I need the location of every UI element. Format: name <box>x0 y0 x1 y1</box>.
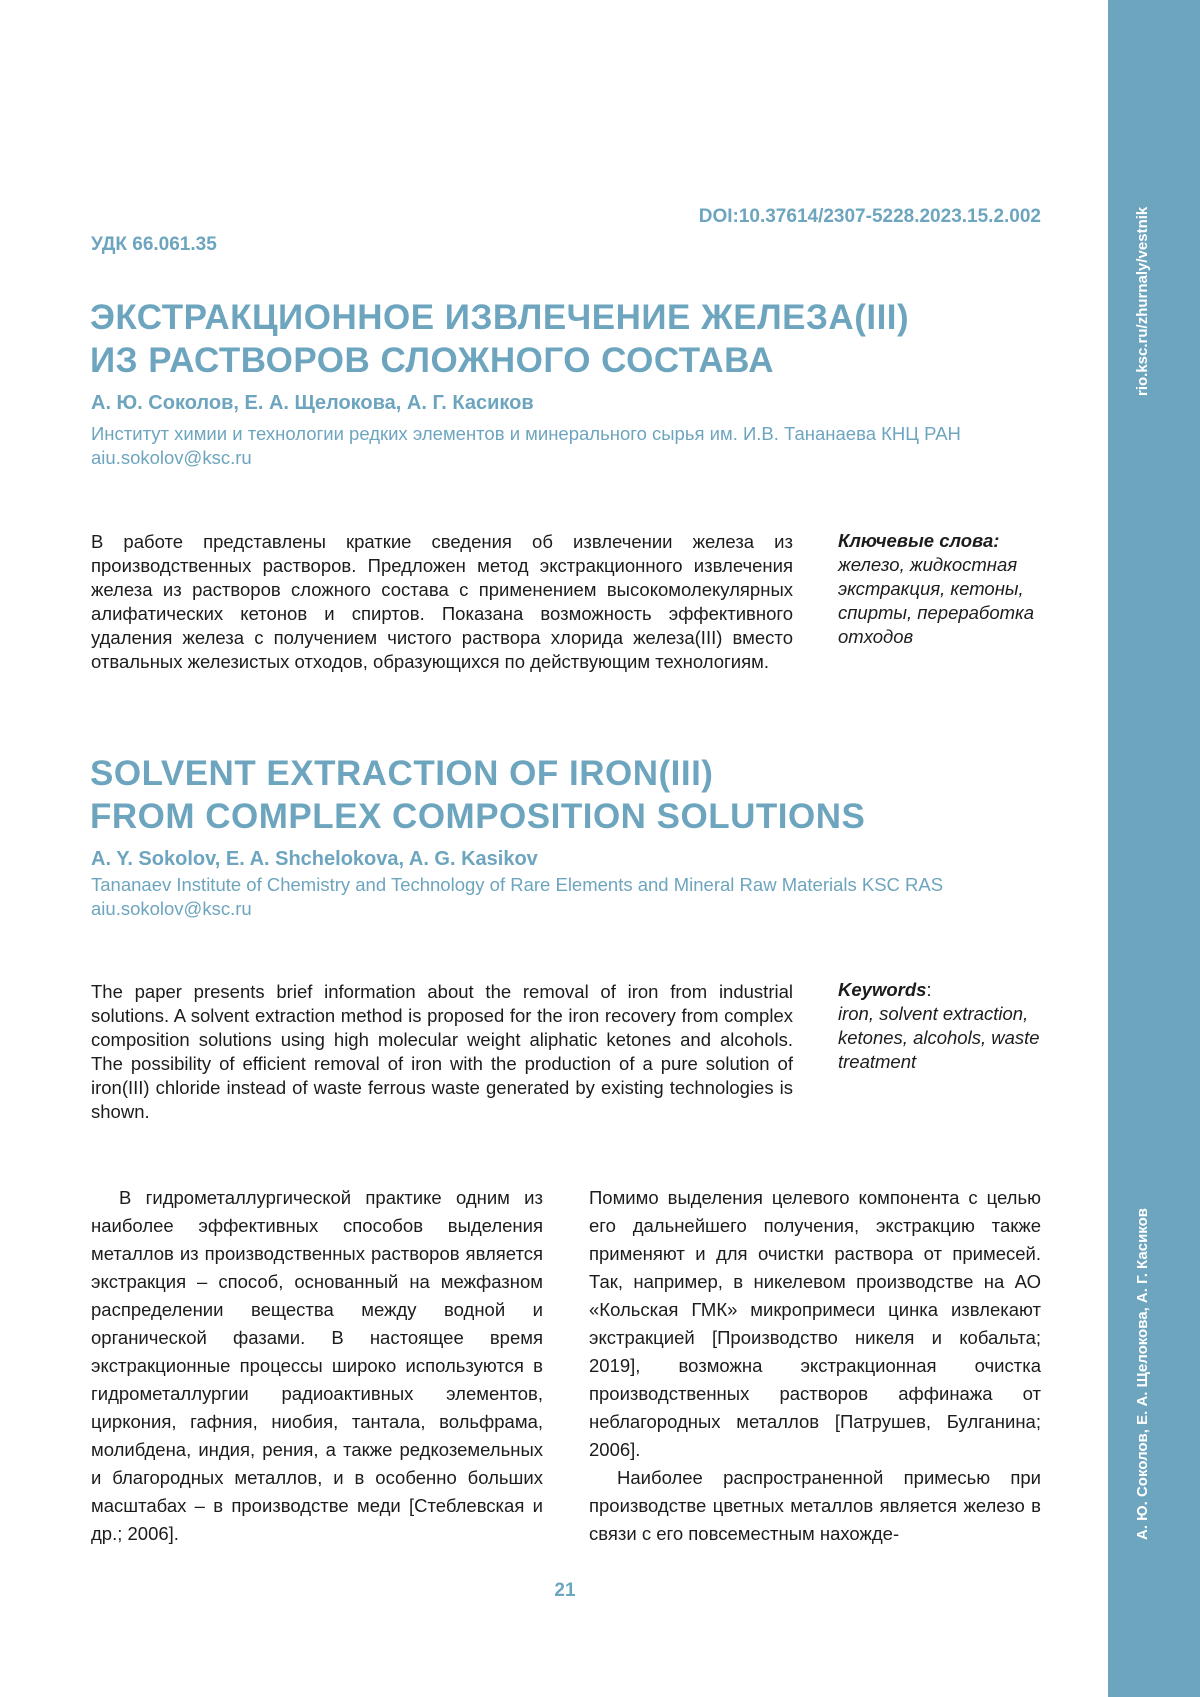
title-russian <box>90 296 1030 382</box>
abstract-english: The paper presents brief information about the removal of iron from industrial solutions. A solvent extraction method is proposed for the iron recovery from complex composition solutions using high molecular weight aliphatic ketones and alcohols. The possibility of efficient removal of iron with the production of a pure solution of iron(III) chloride instead of waste ferrous waste generated by existing technologies is shown. <box>91 981 793 1122</box>
doi-link[interactable]: DOI:10.37614/2307-5228.2023.15.2.002 <box>698 206 1041 227</box>
title-english-line1: SOLVENT EXTRACTION OF IRON(III) <box>90 754 714 793</box>
body-paragraph: Наиболее распространенной примесью при производстве цветных металлов является железо в связи с его повсеместным нахожде- <box>589 1467 1041 1544</box>
keywords-english-heading: Keywords <box>838 979 927 1000</box>
title-russian-line2: ИЗ РАСТВОРОВ СЛОЖНОГО СОСТАВА <box>90 341 774 380</box>
title-russian-line1: ЭКСТРАКЦИОННОЕ ИЗВЛЕЧЕНИЕ ЖЕЛЕЗА(III) <box>90 298 910 337</box>
body-paragraph: Помимо выделения целевого компонента с целью его дальнейшего получения, экстракцию также применяют и для очистки раствора от примесей. Так, например, в никелевом производстве на АО «Кольская ГМК» микропримеси цинка извлекают экстракцией [Производство никеля и кобальта; 2019], возможна экстракционная очистка производственных растворов аффинажа от неблагородных металлов [Патрушев, Булганина; 2006]. <box>589 1187 1041 1460</box>
journal-url[interactable]: rio.ksc.ru/zhurnaly/vestnik <box>1134 206 1151 396</box>
authors-english: A. Y. Sokolov, E. A. Shchelokova, A. G. Kasikov <box>91 848 538 870</box>
affiliation-russian-text: Институт химии и технологии редких элементов и минерального сырья им. И.В. Тананаева КНЦ РАН <box>91 423 961 444</box>
keywords-russian <box>838 529 1048 649</box>
keywords-english-colon: : <box>926 979 932 1000</box>
keywords-english <box>838 978 1048 1074</box>
affiliation-english-text: Tananaev Institute of Chemistry and Technology of Rare Elements and Mineral Raw Materials KSC RAS <box>91 874 944 895</box>
keywords-english-list: iron, solvent extraction, ketones, alcohols, waste treatment <box>838 1003 1040 1072</box>
running-authors: А. Ю. Соколов, Е. А. Щелокова, А. Г. Касиков <box>1134 1208 1151 1540</box>
body-paragraph: В гидрометаллургической практике одним из наиболее эффективных способов выделения металлов из производственных растворов является экстракция – способ, основанный на межфазном распределении вещества между водной и органической фазами. В настоящее время экстракционные процессы широко используются в гидрометаллургии радиоактивных элементов, циркония, гафния, ниобия, тантала, вольфрама, молибдена, индия, рения, а также редкоземельных и благородных металлов, и в особенно больших масштабах – в производстве меди [Стеблевская и др.; 2006]. <box>91 1187 543 1544</box>
affiliation-english <box>91 873 1051 921</box>
body-column-right <box>589 1184 1041 1548</box>
keywords-english-heading-row <box>838 978 1048 1002</box>
title-english-line2: FROM COMPLEX COMPOSITION SOLUTIONS <box>90 797 866 836</box>
side-band <box>1108 0 1200 1697</box>
email-english[interactable]: aiu.sokolov@ksc.ru <box>91 898 252 919</box>
keywords-russian-list: железо, жидкостная экстракция, кетоны, спирты, переработка отходов <box>838 554 1035 647</box>
title-english <box>90 752 1030 838</box>
body-column-left <box>91 1184 543 1548</box>
keywords-russian-heading: Ключевые слова: <box>838 530 1000 551</box>
page-number: 21 <box>554 1580 576 1601</box>
authors-russian: А. Ю. Соколов, Е. А. Щелокова, А. Г. Касиков <box>91 392 534 414</box>
udk-code: УДК 66.061.35 <box>91 234 217 255</box>
affiliation-russian <box>91 422 1051 470</box>
abstract-russian: В работе представлены краткие сведения об извлечении железа из производственных растворов. Предложен метод экстракционного извлечения железа из растворов сложного состава с применением высокомолекулярных алифатических кетонов и спиртов. Показана возможность эффективного удаления железа с получением чистого раствора хлорида железа(III) вместо отвальных железистых отходов, образующихся по действующим технологиям. <box>91 531 793 672</box>
email-russian[interactable]: aiu.sokolov@ksc.ru <box>91 447 252 468</box>
